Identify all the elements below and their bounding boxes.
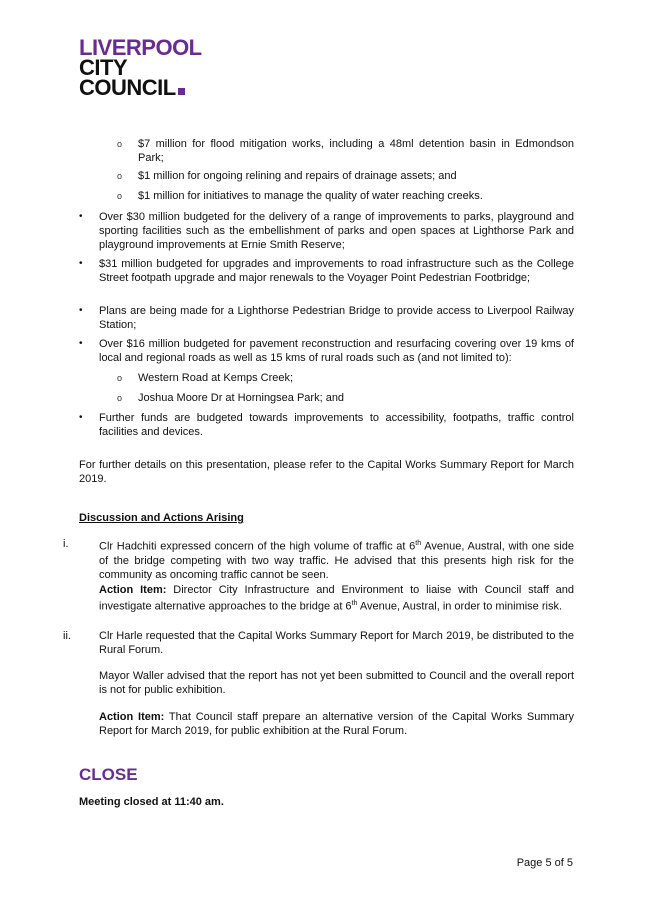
- item-numeral: i.: [63, 538, 69, 550]
- circle-bullet-icon: o: [117, 139, 123, 149]
- further-details-paragraph: For further details on this presentation, please refer to the Capital Works Summary Report for March 2019.: [79, 459, 574, 485]
- discussion-item-text: Clr Harle requested that the Capital Works Summary Report for March 2019, be distributed to the Rural Forum.: [99, 630, 574, 656]
- circle-bullet-icon: o: [117, 171, 123, 181]
- circle-bullet-icon: o: [117, 393, 123, 403]
- text-part: Avenue, Austral, with one side of the bridge competing with two way traffic. He advised that this presents high risk for the community as oncoming traffic cannot be seen.: [99, 540, 574, 581]
- discussion-heading: Discussion and Actions Arising: [79, 512, 244, 524]
- discussion-item-text: [99, 537, 574, 582]
- action-label: Action Item:: [99, 584, 167, 596]
- close-heading: CLOSE: [79, 765, 138, 784]
- sub-list-item: $1 million for ongoing relining and repairs of drainage assets; and: [138, 170, 457, 182]
- logo-line-2: CITY: [79, 55, 128, 80]
- list-item: Over $16 million budgeted for pavement reconstruction and resurfacing covering over 19 kms of local and regional roads as well as 15 kms of rural roads such as (and not limited to):: [99, 338, 574, 364]
- sub-list-item: Western Road at Kemps Creek;: [138, 372, 294, 384]
- list-item: $31 million budgeted for upgrades and improvements to road infrastructure such as the College Street footpath upgrade and major renewals to the Voyager Point Pedestrian Footbridge;: [99, 258, 574, 284]
- text-part: That Council staff prepare an alternative version of the Capital Works Summary Report for March 2019, for public exhibition at the Rural Forum.: [99, 711, 574, 737]
- list-item: Over $30 million budgeted for the delivery of a range of improvements to parks, playground and sporting facilities such as the embellishment of parks and open spaces at Lighthorse Park and playground improvements at Ernie Smith Reserve;: [99, 211, 574, 251]
- list-item: Plans are being made for a Lighthorse Pedestrian Bridge to provide access to Liverpool Railway Station;: [99, 305, 574, 331]
- circle-bullet-icon: o: [117, 373, 123, 383]
- text-part: Avenue, Austral, in order to minimise risk.: [357, 600, 563, 613]
- sub-list-item: $1 million for initiatives to manage the quality of water reaching creeks.: [138, 190, 483, 202]
- bullet-icon: •: [79, 412, 83, 423]
- circle-bullet-icon: o: [117, 191, 123, 201]
- page-number: Page 5 of 5: [516, 857, 573, 869]
- sub-list-item: $7 million for flood mitigation works, including a 48ml detention basin in Edmondson Park;: [138, 138, 574, 164]
- logo-line-1: LIVERPOOL: [79, 35, 202, 60]
- logo-line-3-text: COUNCIL: [79, 75, 176, 100]
- closing-line: Meeting closed at 11:40 am.: [79, 796, 224, 808]
- item-numeral: ii.: [63, 630, 71, 642]
- bullet-icon: •: [79, 211, 83, 222]
- discussion-paragraph: Mayor Waller advised that the report has not yet been submitted to Council and the overall report is not for public exhibition.: [99, 670, 574, 696]
- superscript: th: [415, 540, 422, 547]
- council-logo: [79, 35, 202, 100]
- logo-square-icon: [178, 88, 185, 95]
- text-part: Clr Hadchiti expressed concern of the high volume of traffic at 6: [99, 540, 416, 553]
- logo-line-3: [79, 75, 202, 100]
- action-label: Action Item:: [99, 711, 165, 723]
- action-item: [99, 710, 574, 738]
- bullet-icon: •: [79, 258, 83, 269]
- sub-list-item: Joshua Moore Dr at Horningsea Park; and: [138, 392, 345, 404]
- bullet-icon: •: [79, 338, 83, 349]
- text-part: Director City Infrastructure and Environment to liaise with Council staff and investigate alternative approaches to the bridge at 6: [99, 584, 575, 613]
- action-item: [99, 583, 574, 614]
- superscript: th: [351, 600, 358, 607]
- bullet-icon: •: [79, 305, 83, 316]
- list-item: Further funds are budgeted towards improvements to accessibility, footpaths, traffic control facilities and devices.: [99, 412, 574, 438]
